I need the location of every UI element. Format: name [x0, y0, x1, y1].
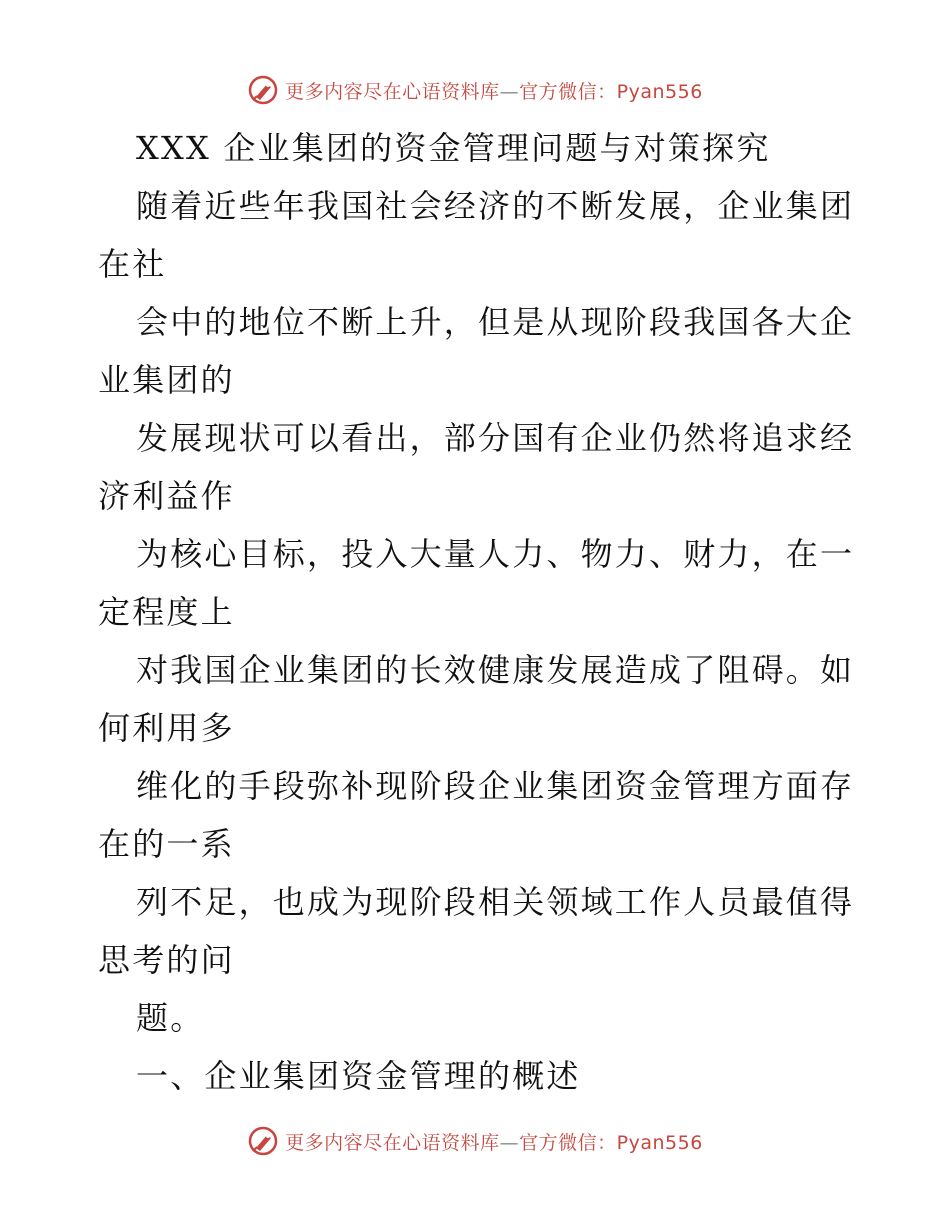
document-title: XXX 企业集团的资金管理问题与对策探究	[136, 129, 771, 167]
pen-nib-logo-icon	[247, 1125, 279, 1157]
body-line: 题。	[136, 999, 205, 1037]
body-line: 维化的手段弥补现阶段企业集团资金管理方面存	[136, 767, 855, 805]
body-line: 思考的问	[98, 941, 235, 979]
footer-banner	[0, 1121, 950, 1161]
footer-wechat-label: 官方微信：Pyan556	[519, 1131, 703, 1154]
body-line: 业集团的	[98, 361, 235, 399]
body-line: 为核心目标，投入大量人力、物力、财力，在一	[136, 535, 855, 573]
section-heading: 一、企业集团资金管理的概述	[136, 1057, 581, 1095]
body-line: 会中的地位不断上升，但是从现阶段我国各大企	[136, 303, 855, 341]
header-banner	[0, 70, 950, 110]
footer-banner-dash: —	[499, 1131, 520, 1154]
body-line: 发展现状可以看出，部分国有企业仍然将追求经	[136, 419, 855, 457]
body-line: 列不足，也成为现阶段相关领域工作人员最值得	[136, 883, 855, 921]
header-wechat-label: 官方微信：Pyan556	[519, 80, 703, 103]
footer-banner-label: 更多内容尽在心语资料库	[285, 1131, 500, 1154]
body-line: 定程度上	[98, 593, 235, 631]
body-line: 在社	[98, 245, 167, 283]
pen-nib-logo-icon	[247, 74, 279, 106]
body-line: 随着近些年我国社会经济的不断发展，企业集团	[136, 187, 855, 225]
header-banner-label: 更多内容尽在心语资料库	[285, 80, 500, 103]
header-banner-dash: —	[499, 80, 520, 103]
header-banner-text	[285, 77, 703, 104]
footer-banner-text	[285, 1128, 703, 1155]
body-line: 对我国企业集团的长效健康发展造成了阻碍。如	[136, 651, 855, 689]
body-line: 济利益作	[98, 477, 235, 515]
body-line: 在的一系	[98, 825, 235, 863]
body-line: 何利用多	[98, 709, 235, 747]
